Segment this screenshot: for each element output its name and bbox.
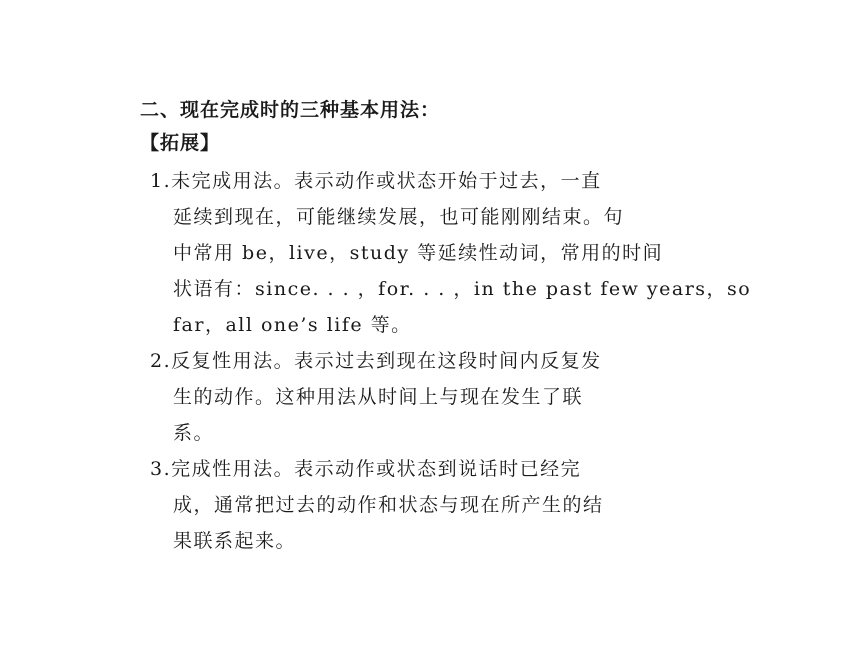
item-3-line-1: 3.完成性用法。表示动作或状态到说话时已经完 bbox=[150, 458, 582, 480]
item-2-line-1: 2.反复性用法。表示过去到现在这段时间内反复发 bbox=[150, 350, 602, 372]
item-1-line-1: 1.未完成用法。表示动作或状态开始于过去，一直 bbox=[150, 170, 602, 192]
item-3-line-3: 果联系起来。 bbox=[173, 530, 297, 552]
item-1-line-2: 延续到现在，可能继续发展，也可能刚刚结束。句 bbox=[173, 206, 625, 228]
item-3-line-2: 成，通常把过去的动作和状态与现在所产生的结 bbox=[173, 494, 604, 516]
section-heading: 二、现在完成时的三种基本用法： bbox=[140, 99, 441, 121]
usage-item-1 bbox=[150, 163, 752, 343]
item-2-line-3: 系。 bbox=[173, 422, 215, 444]
extension-label: 【拓展】 bbox=[140, 132, 221, 154]
item-1-line-3: 中常用 be，live，study 等延续性动词，常用的时间 bbox=[173, 242, 664, 264]
item-1-line-4: 状语有：since. . . ，for. . . ，in the past few years，so bbox=[173, 278, 752, 300]
item-2-line-2: 生的动作。这种用法从时间上与现在发生了联 bbox=[173, 386, 584, 408]
usage-item-3 bbox=[150, 451, 690, 559]
item-1-line-5: far，all one’s life 等。 bbox=[173, 314, 412, 336]
usage-item-2 bbox=[150, 343, 690, 451]
